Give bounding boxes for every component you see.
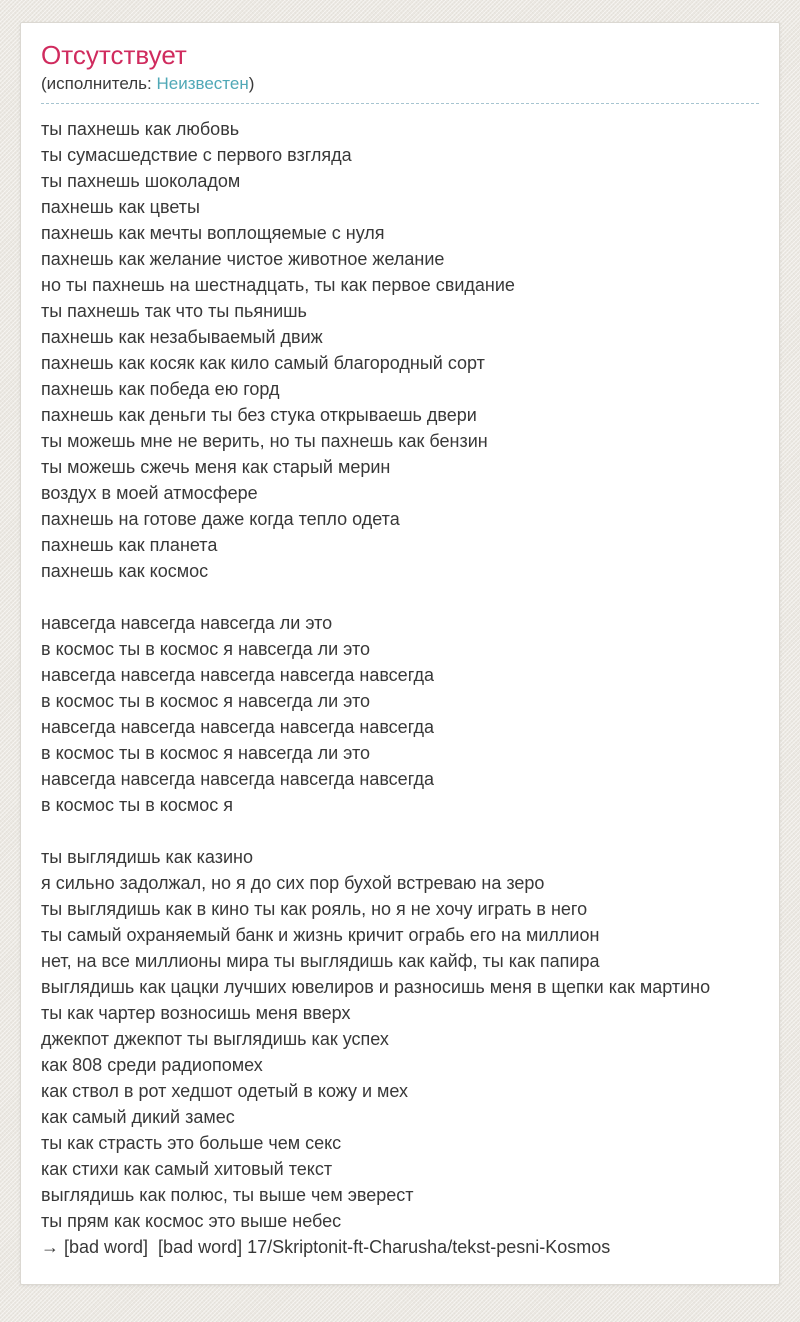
lyric-line: пахнешь как планета <box>41 535 218 555</box>
lyric-line: в космос ты в космос я навсегда ли это <box>41 743 371 763</box>
page-background <box>0 22 800 1322</box>
lyric-line: как самый дикий замес <box>41 1107 235 1127</box>
lyric-line: ты пахнешь как любовь <box>41 119 240 139</box>
lyric-line: пахнешь как победа ею горд <box>41 379 280 399</box>
lyric-line: пахнешь на готове даже когда тепло одета <box>41 509 400 529</box>
lyric-line: в космос ты в космос я навсегда ли это <box>41 691 371 711</box>
lyric-line: пахнешь как косяк как кило самый благородный сорт <box>41 353 485 373</box>
lyric-line: ты пахнешь шоколадом <box>41 171 241 191</box>
lyric-line: пахнешь как мечты воплощяемые с нуля <box>41 223 385 243</box>
artist-link[interactable]: Неизвестен <box>156 74 249 93</box>
lyric-line: ты пахнешь так что ты пьянишь <box>41 301 307 321</box>
lyric-line: в космос ты в космос я <box>41 795 234 815</box>
lyrics-text <box>41 116 759 1260</box>
lyric-source-line: → [bad word] [bad word] 17/Skriptonit-ft-Charusha/tekst-pesni-Kosmos <box>41 1237 611 1257</box>
lyric-line: выглядишь как полюс, ты выше чем эверест <box>41 1185 414 1205</box>
lyric-line: я сильно задолжал, но я до сих пор бухой встреваю на зеро <box>41 873 545 893</box>
lyric-line: ты самый охраняемый банк и жизнь кричит ограбь его на миллион <box>41 925 600 945</box>
lyric-line: ты выглядишь как казино <box>41 847 253 867</box>
lyric-line: воздух в моей атмосфере <box>41 483 258 503</box>
lyric-line: ты прям как космос это выше небес <box>41 1211 342 1231</box>
lyric-line: пахнешь как цветы <box>41 197 200 217</box>
lyric-line: ты можешь сжечь меня как старый мерин <box>41 457 391 477</box>
lyric-line: пахнешь как желание чистое животное желание <box>41 249 445 269</box>
lyric-line: как 808 среди радиопомех <box>41 1055 263 1075</box>
lyric-line: ты как чартер возносишь меня вверх <box>41 1003 351 1023</box>
lyric-line: выглядишь как цацки лучших ювелиров и разносишь меня в щепки как мартино <box>41 977 711 997</box>
lyrics-card <box>20 22 780 1285</box>
lyric-line: навсегда навсегда навсегда навсегда навсегда <box>41 665 434 685</box>
artist-line <box>41 73 759 94</box>
lyric-line: навсегда навсегда навсегда ли это <box>41 613 333 633</box>
lyric-line: навсегда навсегда навсегда навсегда навсегда <box>41 769 434 789</box>
artist-label: (исполнитель: <box>41 74 152 93</box>
lyric-line: нет, на все миллионы мира ты выглядишь как кайф, ты как папира <box>41 951 600 971</box>
lyric-line: ты выглядишь как в кино ты как рояль, но я не хочу играть в него <box>41 899 588 919</box>
lyric-line: ты как страсть это больше чем секс <box>41 1133 342 1153</box>
lyric-line: пахнешь как незабываемый движ <box>41 327 323 347</box>
dashed-divider <box>41 103 759 104</box>
lyric-line: джекпот джекпот ты выглядишь как успех <box>41 1029 389 1049</box>
lyric-line: в космос ты в космос я навсегда ли это <box>41 639 371 659</box>
stanza-2 <box>41 610 759 818</box>
lyric-line: как ствол в рот хедшот одетый в кожу и мех <box>41 1081 409 1101</box>
lyric-line: но ты пахнешь на шестнадцать, ты как первое свидание <box>41 275 515 295</box>
stanza-1 <box>41 116 759 584</box>
artist-closing-paren: ) <box>248 74 255 93</box>
lyric-line: ты можешь мне не верить, но ты пахнешь как бензин <box>41 431 488 451</box>
stanza-3 <box>41 844 759 1260</box>
lyric-line: как стихи как самый хитовый текст <box>41 1159 333 1179</box>
lyric-line: пахнешь как деньги ты без стука открываешь двери <box>41 405 477 425</box>
song-header <box>41 39 759 104</box>
lyric-line: ты сумасшедствие с первого взгляда <box>41 145 352 165</box>
song-title: Отсутствует <box>41 40 187 70</box>
lyric-line: навсегда навсегда навсегда навсегда навсегда <box>41 717 434 737</box>
lyric-line: пахнешь как космос <box>41 561 209 581</box>
